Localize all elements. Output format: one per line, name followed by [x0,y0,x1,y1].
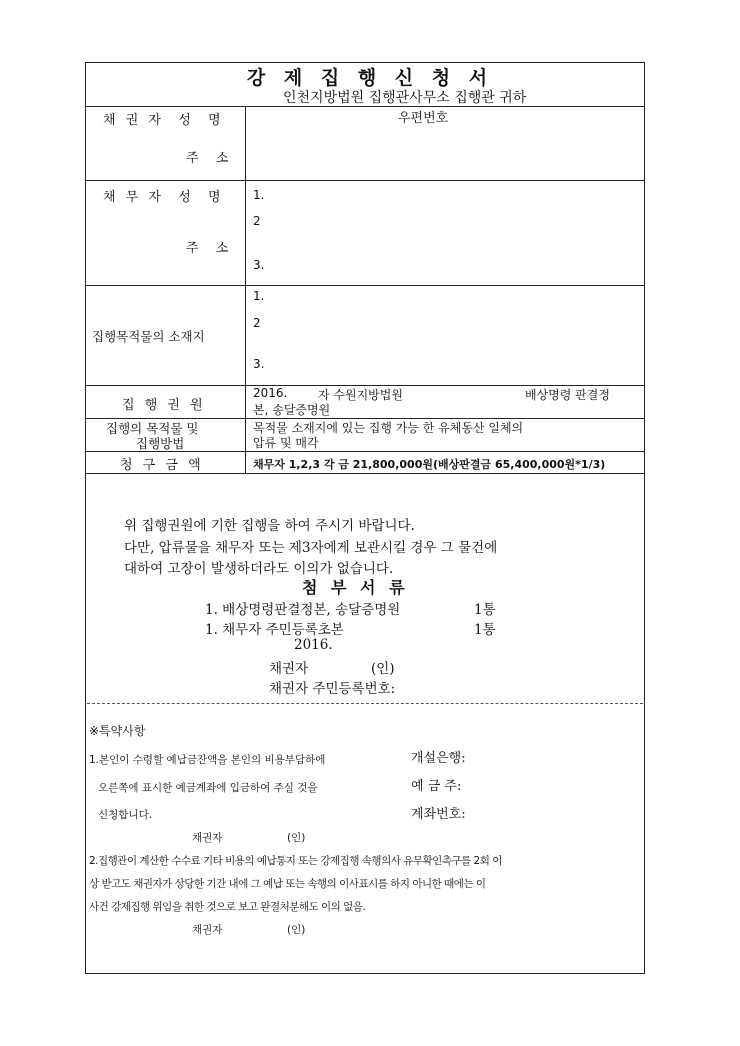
special-title: ※특약사항 [89,724,146,738]
attachment-count-2: 1통 [474,622,496,638]
purpose-value-line1: 목적물 소재지에 있는 집행 가능 한 유체동산 일체의 [253,421,524,435]
debtor-item-3: 3. [253,258,265,272]
title-of-execution-date: 2016. [253,386,288,400]
account-number-label: 계좌번호: [411,807,466,822]
debtor-address-label: 주 소 [186,241,232,256]
section-divider [87,703,643,704]
purpose-label-line1: 집행의 목적물 및 [106,421,199,436]
table-top-line [85,106,645,107]
form-title: 강 제 집 행 신 청 서 [246,67,494,89]
title-of-execution-label: 집 행 권 원 [122,398,206,413]
column-divider [245,106,246,473]
attachments-title: 첨 부 서 류 [302,578,409,597]
title-of-execution-type: 배상명령 판결정 [525,388,610,402]
attachment-count-1: 1통 [474,602,496,618]
special-signer-label-1: 채권자 [192,832,223,844]
purpose-label-line2: 집행방법 [136,436,185,451]
signature-rrn-label: 채권자 주민등록번호: [269,681,396,697]
row-divider-claim [85,473,645,474]
creditor-name-label: 채 권 자 성 명 [103,113,224,128]
request-line-3: 대하여 고장이 발생하더라도 이의가 없습니다. [124,561,394,577]
special-clause1-line1: 1.본인이 수령할 예납금잔액을 본인의 비용부담하에 [89,754,326,766]
title-of-execution-line2: 본, 송달증명원 [253,403,331,417]
account-holder-label: 예 금 주: [411,779,462,794]
special-clause2-line3: 사건 강제집행 위임을 취한 것으로 보고 완결처분해도 이의 없음. [89,901,366,913]
special-signer-label-2: 채권자 [192,924,223,936]
special-clause1-line3: 신청합니다. [98,809,153,821]
creditor-postal-label: 우편번호 [398,111,449,126]
special-signer-seal-2: (인) [287,924,306,936]
creditor-address-label: 주 소 [186,151,232,166]
title-of-execution-court: 자 수원지방법원 [318,388,403,402]
claim-label: 청 구 금 액 [120,458,204,473]
special-clause2-line2: 상 받고도 채권자가 상당한 기간 내에 그 예납 또는 속행의 이사표시를 하지 아니한 때에는 이 [89,878,486,890]
request-line-1: 위 집행권원에 기한 집행을 하여 주시기 바랍니다. [124,518,415,534]
debtor-name-label: 채 무 자 성 명 [103,190,224,205]
location-item-2: 2 [253,316,261,330]
debtor-item-1: 1. [253,188,265,202]
attachment-item-2: 1. 채무자 주민등록초본 [205,622,344,638]
request-line-2: 다만, 압류물을 채무자 또는 제3자에게 보관시킬 경우 그 물건에 [124,540,498,556]
special-clause1-line2: 오른쪽에 표시한 예금계좌에 입금하여 주실 것을 [98,782,318,794]
claim-value: 채무자 1,2,3 각 금 21,800,000원(배상판결금 65,400,000원*1/3) [253,458,606,471]
location-item-3: 3. [253,357,265,371]
purpose-value-line2: 압류 및 매각 [253,436,319,450]
location-label: 집행목적물의 소재지 [92,329,205,344]
attachment-item-1: 1. 배상명령판결정본, 송달증명원 [205,602,401,618]
location-item-1: 1. [253,289,265,303]
row-divider-debtor [85,285,645,286]
debtor-item-2: 2 [253,214,261,228]
special-signer-seal-1: (인) [287,832,306,844]
bank-label: 개설은행: [411,751,466,766]
form-addressee: 인천지방법원 집행관사무소 집행관 귀하 [283,90,527,106]
signature-creditor-label: 채권자 [269,661,309,677]
special-clause2-line1: 2.집행관이 계산한 수수료 기타 비용의 예납통지 또는 강제집행 속행의사 유무확인촉구를 2회 이 [89,855,502,867]
row-divider-creditor [85,180,645,181]
signature-year: 2016. [294,637,333,653]
signature-seal: (인) [371,661,395,677]
